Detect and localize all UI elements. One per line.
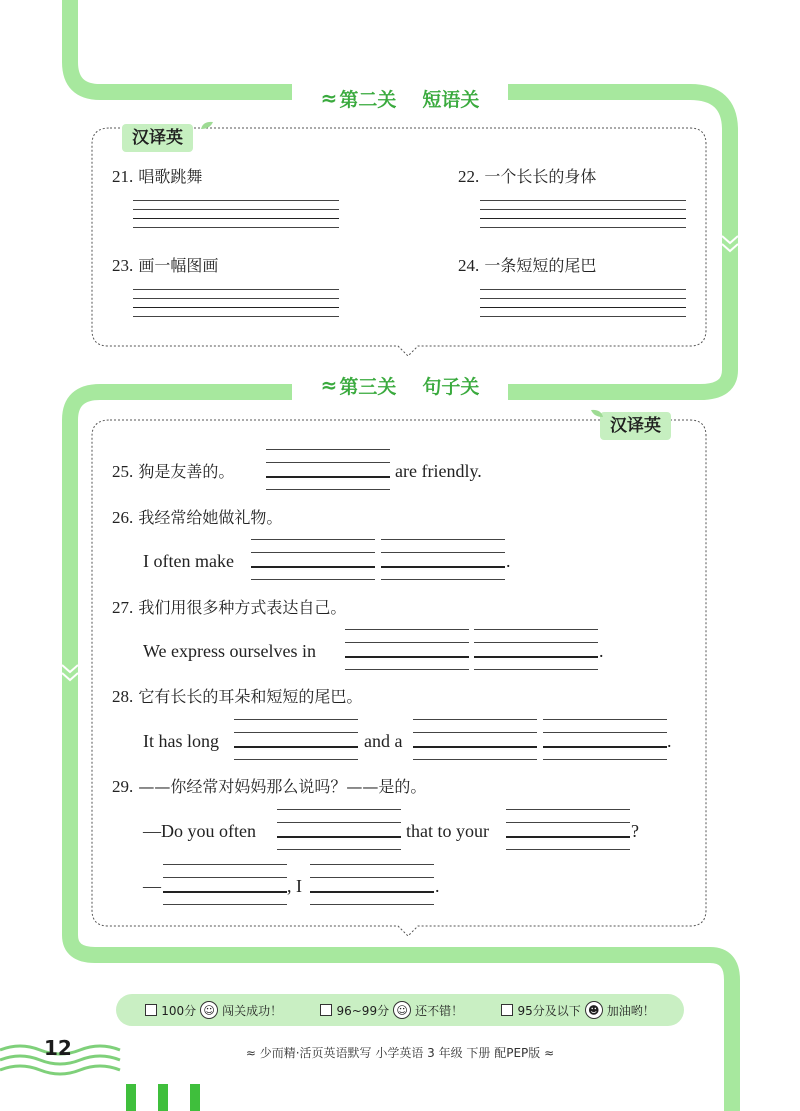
wave-icon: ≈ (320, 373, 336, 397)
q29-line1: —Do you often (143, 821, 256, 841)
leaf-icon (200, 120, 214, 130)
section2-tag: 汉译英 (122, 124, 193, 152)
blank-27b[interactable] (474, 629, 598, 671)
section3-tag: 汉译英 (600, 412, 671, 440)
question-25: 25. 狗是友善的。 (112, 462, 235, 481)
bottom-bars (126, 1084, 200, 1111)
leaf-icon (590, 408, 604, 418)
smile-face-icon: ☺ (393, 1001, 411, 1019)
section2-title-b: 短语关 (422, 88, 480, 111)
question-28: 28. 它有长长的耳朵和短短的尾巴。 (112, 687, 363, 706)
green-bar (190, 1084, 200, 1111)
q26-en: I often make (143, 551, 234, 571)
question-27: 27. 我们用很多种方式表达自己。 (112, 598, 347, 617)
q29-line1-end: ? (631, 821, 639, 841)
question-29: 29. ——你经常对妈妈那么说吗？——是的。 (112, 777, 427, 796)
checkbox-96-99[interactable] (320, 1004, 332, 1016)
q29-line2-end: . (435, 876, 440, 896)
blank-29b[interactable] (506, 809, 630, 851)
series-title: ≈ 少而精·活页英语默写 小学英语 3 年级 下册 配PEP版 ≈ (245, 1046, 555, 1060)
section3-title (292, 368, 508, 402)
q29-line2-mid: , I (287, 876, 302, 896)
q29-line2-dash: — (143, 876, 161, 896)
cheer-face-icon: ☻ (585, 1001, 603, 1019)
blank-29c[interactable] (163, 864, 287, 906)
score-95-below: 95分及以下 ☻ 加油哟！ (501, 1001, 654, 1019)
q28-end: . (667, 731, 672, 751)
blank-29a[interactable] (277, 809, 401, 851)
blank-25[interactable] (266, 449, 390, 491)
q28-mid: and a (364, 731, 403, 751)
item-21: 21. 唱歌跳舞 (112, 167, 203, 186)
item-24: 24. 一条短短的尾巴 (458, 256, 597, 275)
q26-end: . (506, 551, 511, 571)
blank-26a[interactable] (251, 539, 375, 581)
section3-title-b: 句子关 (422, 375, 480, 398)
answer-lines-23[interactable] (133, 289, 339, 325)
blank-29d[interactable] (310, 864, 434, 906)
score-bar (116, 994, 684, 1026)
green-bar (158, 1084, 168, 1111)
wave-icon: ≈ (320, 86, 336, 110)
section2-title-a: 第二关 (339, 88, 397, 111)
green-bar (126, 1084, 136, 1111)
page-number: 12 (44, 1036, 72, 1060)
blank-28c[interactable] (543, 719, 667, 761)
checkbox-95[interactable] (501, 1004, 513, 1016)
section3-title-a: 第三关 (339, 375, 397, 398)
q27-en: We express ourselves in (143, 641, 317, 661)
blank-27a[interactable] (345, 629, 469, 671)
score-96-99: 96~99分 ☺ 还不错！ (320, 1001, 463, 1019)
q28-en: It has long (143, 731, 219, 751)
answer-lines-24[interactable] (480, 289, 686, 325)
checkbox-100[interactable] (145, 1004, 157, 1016)
question-26: 26. 我经常给她做礼物。 (112, 508, 283, 527)
blank-26b[interactable] (381, 539, 505, 581)
answer-lines-21[interactable] (133, 200, 339, 236)
blank-28b[interactable] (413, 719, 537, 761)
blank-28a[interactable] (234, 719, 358, 761)
item-22: 22. 一个长长的身体 (458, 167, 597, 186)
answer-lines-22[interactable] (480, 200, 686, 236)
q29-line1-mid: that to your (406, 821, 489, 841)
section2-title (292, 81, 508, 115)
q25-en: are friendly. (395, 461, 482, 481)
happy-face-icon: ☺ (200, 1001, 218, 1019)
score-100: 100分 ☺ 闯关成功！ (145, 1001, 282, 1019)
q27-end: . (599, 641, 604, 661)
item-23: 23. 画一幅图画 (112, 256, 219, 275)
